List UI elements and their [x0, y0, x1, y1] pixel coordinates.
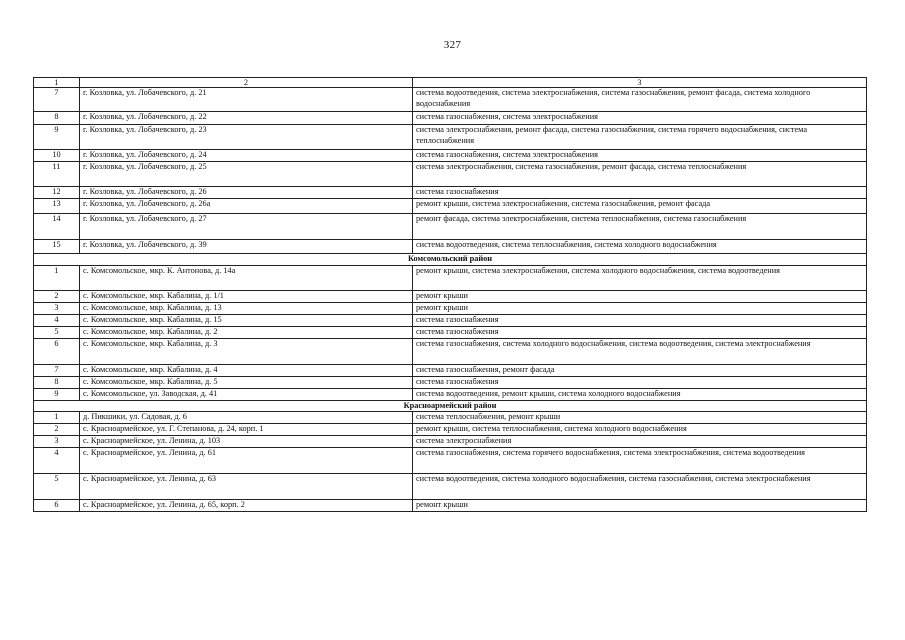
- row-address: с. Красноармейское, ул. Ленина, д. 65, корп. 2: [80, 500, 413, 512]
- table-row: [34, 214, 867, 240]
- row-number: 6: [34, 338, 80, 364]
- table-row: [34, 290, 867, 302]
- table-row: [34, 436, 867, 448]
- row-works: система газоснабжения, система горячего водоснабжения, система электроснабжения, система водоотведения: [413, 448, 867, 474]
- row-address: г. Козловка, ул. Лобачевского, д. 25: [80, 162, 413, 187]
- row-works: система газоснабжения: [413, 187, 867, 199]
- row-address: г. Козловка, ул. Лобачевского, д. 22: [80, 112, 413, 125]
- table-row: [34, 500, 867, 512]
- table-body: [34, 78, 867, 512]
- row-address: г. Козловка, ул. Лобачевского, д. 21: [80, 88, 413, 112]
- table-row: [34, 240, 867, 254]
- row-number: 9: [34, 388, 80, 400]
- row-works: система водоотведения, система электроснабжения, система газоснабжения, ремонт фасада, система холодного водоснабжения: [413, 88, 867, 112]
- row-works: ремонт крыши, система электроснабжения, система холодного водоснабжения, система водоотведения: [413, 265, 867, 290]
- row-number: 8: [34, 376, 80, 388]
- row-number: 7: [34, 88, 80, 112]
- page-number: 327: [443, 39, 462, 51]
- table-row: [34, 88, 867, 112]
- row-works: система теплоснабжения, ремонт крыши: [413, 412, 867, 424]
- district-title: Комсомольский район: [34, 254, 867, 266]
- row-address: с. Комсомольское, мкр. Кабалина, д. 1/1: [80, 290, 413, 302]
- row-number: 7: [34, 364, 80, 376]
- row-address: с. Красноармейское, ул. Ленина, д. 103: [80, 436, 413, 448]
- row-number: 2: [34, 424, 80, 436]
- row-works: система электроснабжения, ремонт фасада, система газоснабжения, система горячего водоснабжения, система теплоснабжения: [413, 125, 867, 150]
- row-number: 1: [34, 412, 80, 424]
- row-works: система водоотведения, система холодного водоснабжения, система газоснабжения, система электроснабжения: [413, 474, 867, 500]
- row-address: с. Красноармейское, ул. Г. Степанова, д. 24, корп. 1: [80, 424, 413, 436]
- row-address: с. Комсомольское, ул. Заводская, д. 41: [80, 388, 413, 400]
- district-title: Красноармейский район: [34, 400, 867, 412]
- table-row: [34, 162, 867, 187]
- table-row: [34, 302, 867, 314]
- row-works: ремонт крыши: [413, 302, 867, 314]
- row-number: 3: [34, 302, 80, 314]
- row-works: система газоснабжения, система холодного водоснабжения, система водоотведения, система электроснабжения: [413, 338, 867, 364]
- table-row: [34, 326, 867, 338]
- row-address: с. Комсомольское, мкр. Кабалина, д. 4: [80, 364, 413, 376]
- table-row: [34, 112, 867, 125]
- column-number: 2: [80, 78, 413, 88]
- table-row: [34, 314, 867, 326]
- row-number: 2: [34, 290, 80, 302]
- row-number: 11: [34, 162, 80, 187]
- column-number-row: [34, 78, 867, 88]
- row-works: система электроснабжения: [413, 436, 867, 448]
- row-address: с. Комсомольское, мкр. Кабалина, д. 2: [80, 326, 413, 338]
- row-address: с. Комсомольское, мкр. Кабалина, д. 5: [80, 376, 413, 388]
- row-works: система газоснабжения: [413, 314, 867, 326]
- row-address: г. Козловка, ул. Лобачевского, д. 39: [80, 240, 413, 254]
- table-row: [34, 150, 867, 162]
- row-works: ремонт крыши, система электроснабжения, система газоснабжения, ремонт фасада: [413, 199, 867, 214]
- row-number: 3: [34, 436, 80, 448]
- row-number: 12: [34, 187, 80, 199]
- column-number: 3: [413, 78, 867, 88]
- row-number: 5: [34, 474, 80, 500]
- table-row: [34, 338, 867, 364]
- table-row: [34, 376, 867, 388]
- row-address: д. Пикшики, ул. Садовая, д. 6: [80, 412, 413, 424]
- row-address: с. Комсомольское, мкр. К. Антонова, д. 14а: [80, 265, 413, 290]
- row-works: система газоснабжения, система электроснабжения: [413, 150, 867, 162]
- row-number: 6: [34, 500, 80, 512]
- row-address: с. Комсомольское, мкр. Кабалина, д. 13: [80, 302, 413, 314]
- row-works: ремонт крыши: [413, 290, 867, 302]
- row-number: 1: [34, 265, 80, 290]
- row-works: ремонт крыши, система теплоснабжения, система холодного водоснабжения: [413, 424, 867, 436]
- table-row: [34, 474, 867, 500]
- row-works: система электроснабжения, система газоснабжения, ремонт фасада, система теплоснабжения: [413, 162, 867, 187]
- column-number: 1: [34, 78, 80, 88]
- row-number: 4: [34, 448, 80, 474]
- row-address: с. Комсомольское, мкр. Кабалина, д. 15: [80, 314, 413, 326]
- row-number: 5: [34, 326, 80, 338]
- table-row: [34, 265, 867, 290]
- table-row: [34, 388, 867, 400]
- row-number: 15: [34, 240, 80, 254]
- row-number: 4: [34, 314, 80, 326]
- row-number: 13: [34, 199, 80, 214]
- row-number: 9: [34, 125, 80, 150]
- table-row: [34, 125, 867, 150]
- row-address: г. Козловка, ул. Лобачевского, д. 26а: [80, 199, 413, 214]
- row-number: 14: [34, 214, 80, 240]
- row-works: система газоснабжения, система электроснабжения: [413, 112, 867, 125]
- row-address: с. Красноармейское, ул. Ленина, д. 63: [80, 474, 413, 500]
- row-address: г. Козловка, ул. Лобачевского, д. 24: [80, 150, 413, 162]
- housing-repair-table: [33, 77, 867, 512]
- table-row: [34, 412, 867, 424]
- district-header-row: [34, 254, 867, 266]
- row-works: система газоснабжения: [413, 326, 867, 338]
- table-row: [34, 187, 867, 199]
- table-row: [34, 364, 867, 376]
- row-number: 10: [34, 150, 80, 162]
- table-row: [34, 448, 867, 474]
- row-address: г. Козловка, ул. Лобачевского, д. 27: [80, 214, 413, 240]
- row-works: система водоотведения, система теплоснабжения, система холодного водоснабжения: [413, 240, 867, 254]
- row-works: ремонт крыши: [413, 500, 867, 512]
- row-works: ремонт фасада, система электроснабжения, система теплоснабжения, система газоснабжения: [413, 214, 867, 240]
- row-works: система водоотведения, ремонт крыши, система холодного водоснабжения: [413, 388, 867, 400]
- row-number: 8: [34, 112, 80, 125]
- table-row: [34, 199, 867, 214]
- row-works: система газоснабжения, ремонт фасада: [413, 364, 867, 376]
- table-row: [34, 424, 867, 436]
- row-address: г. Козловка, ул. Лобачевского, д. 23: [80, 125, 413, 150]
- district-header-row: [34, 400, 867, 412]
- row-works: система газоснабжения: [413, 376, 867, 388]
- row-address: г. Козловка, ул. Лобачевского, д. 26: [80, 187, 413, 199]
- row-address: с. Красноармейское, ул. Ленина, д. 61: [80, 448, 413, 474]
- row-address: с. Комсомольское, мкр. Кабалина, д. 3: [80, 338, 413, 364]
